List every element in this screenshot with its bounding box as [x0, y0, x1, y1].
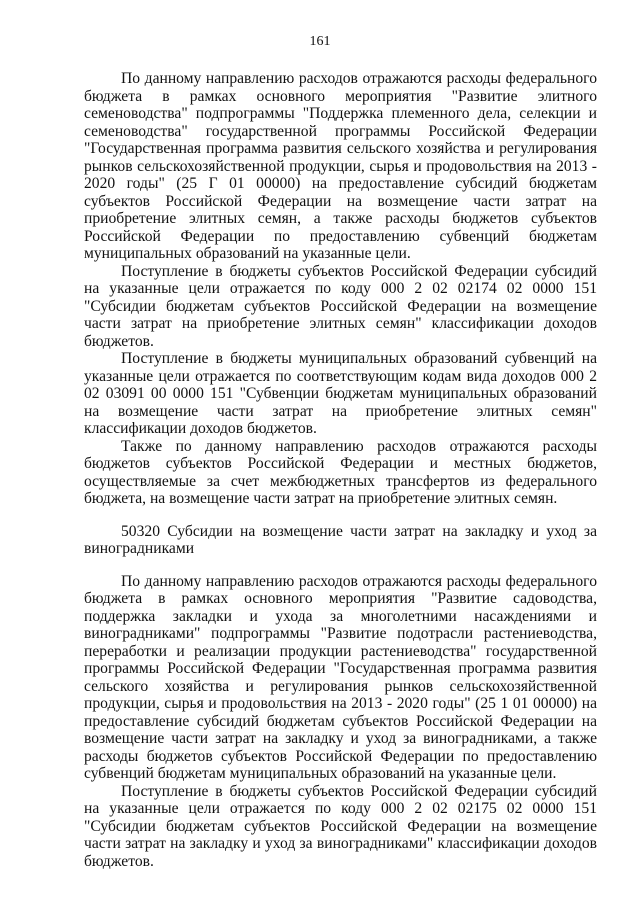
- paragraph: Поступление в бюджеты субъектов Российской Федерации субсидий на указанные цели отражается по коду 000 2 02 02175 02 0000 151 "Субсидии бюджетам субъектов Российской Федерации на возмещение части затрат на закладку и уход за виноградниками" классификации доходов бюджетов.: [84, 782, 597, 870]
- spacer: [84, 558, 597, 573]
- spacer: [84, 508, 597, 523]
- document-body: [84, 70, 597, 870]
- page-number: 161: [309, 34, 331, 49]
- paragraph: Поступление в бюджеты субъектов Российской Федерации субсидий на указанные цели отражается по коду 000 2 02 02174 02 0000 151 "Субсидии бюджетам субъектов Российской Федерации на возмещение части затрат на приобретение элитных семян" классификации доходов бюджетов.: [84, 262, 597, 350]
- paragraph: Также по данному направлению расходов отражаются расходы бюджетов субъектов Российской Федерации и местных бюджетов, осуществляемые за счет межбюджетных трансфертов из федерального бюджета, на возмещение части затрат на приобретение элитных семян.: [84, 437, 597, 507]
- paragraph: По данному направлению расходов отражаются расходы федерального бюджета в рамках основного мероприятия "Развитие садоводства, поддержка закладки и ухода за многолетними насаждениями и виноградниками" подпрограммы "Развитие подотрасли растениеводства, переработки и реализации продукции растениеводства" государственной программы Российской Федерации "Государственная программа развития сельского хозяйства и регулирования рынков сельскохозяйственной продукции, сырья и продовольствия на 2013 - 2020 годы" (25 1 01 00000) на предоставление субсидий бюджетам субъектов Российской Федерации на возмещение части затрат на закладку и уход за виноградниками, а также расходы бюджетов субъектов Российской Федерации по предоставлению субвенций бюджетам муниципальных образований на указанные цели.: [84, 572, 597, 782]
- section-heading: 50320 Субсидии на возмещение части затрат на закладку и уход за виноградниками: [84, 522, 597, 557]
- paragraph: По данному направлению расходов отражаются расходы федерального бюджета в рамках основного мероприятия "Развитие элитного семеноводства" подпрограммы "Поддержка племенного дела, селекции и семеноводства" государственной программы Российской Федерации "Государственная программа развития сельского хозяйства и регулирования рынков сельскохозяйственной продукции, сырья и продовольствия на 2013 - 2020 годы" (25 Г 01 00000) на предоставление субсидий бюджетам субъектов Российской Федерации на возмещение части затрат на приобретение элитных семян, а также расходы бюджетов субъектов Российской Федерации по предоставлению субвенций бюджетам муниципальных образований на указанные цели.: [84, 70, 597, 262]
- paragraph: Поступление в бюджеты муниципальных образований субвенций на указанные цели отражается по соответствующим кодам вида доходов 000 2 02 03091 00 0000 151 "Субвенции бюджетам муниципальных образований на возмещение части затрат на приобретение элитных семян" классификации доходов бюджетов.: [84, 350, 597, 437]
